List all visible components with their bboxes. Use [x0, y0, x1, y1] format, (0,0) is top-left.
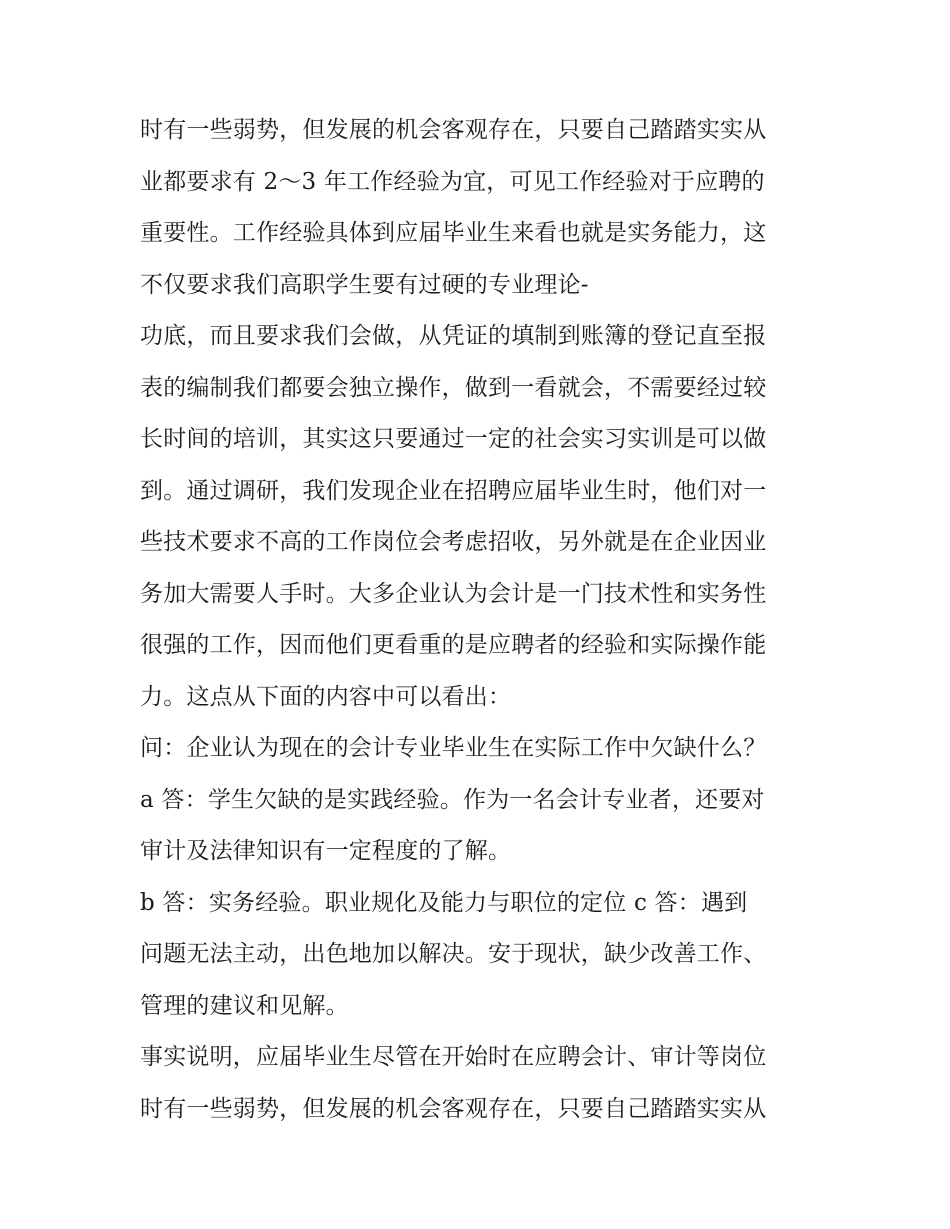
body-text: [140, 105, 830, 1135]
text-line: 力。这点从下面的内容中可以看出：: [140, 683, 512, 710]
text-line: 务加大需要人手时。大多企业认为会计是一门技术性和实务性: [140, 580, 767, 607]
text-line: 重要性。工作经验具体到应届毕业生来看也就是实务能力，这: [140, 220, 767, 246]
text-line: 些技术要求不高的工作岗位会考虑招收，另外就是在企业因业: [140, 529, 767, 555]
text-line: 功底，而且要求我们会做，从凭证的填制到账簿的登记直至报: [140, 323, 767, 349]
text-line: 时有一些弱势，但发展的机会客观存在，只要自己踏踏实实从: [140, 1095, 767, 1122]
text-line: 事实说明，应届毕业生尽管在开始时在应聘会计、审计等岗位: [140, 1044, 767, 1070]
text-line: 问题无法主动，出色地加以解决。安于现状，缺少改善工作、: [140, 941, 767, 967]
text-line: 业都要求有 2～3 年工作经验为宜，可见工作经验对于应聘的: [140, 168, 765, 195]
answer-b-c-line: b 答：实务经验。职业规化及能力与职位的定位 c 答：遇到: [140, 889, 748, 916]
text-line: 很强的工作，因而他们更看重的是应聘者的经验和实际操作能: [140, 632, 767, 658]
text-line: 时有一些弱势，但发展的机会客观存在，只要自己踏踏实实从: [140, 117, 767, 143]
text-line: 不仅要求我们高职学生要有过硬的专业理论-: [140, 271, 589, 298]
text-line: 长时间的培训，其实这只要通过一定的社会实习实训是可以做: [140, 426, 767, 452]
text-line: 表的编制我们都要会独立操作，做到一看就会，不需要经过较: [140, 374, 767, 401]
text-line: 管理的建议和见解。: [140, 992, 349, 1019]
question-line: 问：企业认为现在的会计专业毕业生在实际工作中欠缺什么？: [140, 735, 767, 761]
text-line: 审计及法律知识有一定程度的了解。: [140, 838, 512, 864]
text-line: 到。通过调研，我们发现企业在招聘应届毕业生时，他们对一: [140, 477, 767, 504]
answer-a-line: a 答：学生欠缺的是实践经验。作为一名会计专业者，还要对: [140, 786, 765, 813]
